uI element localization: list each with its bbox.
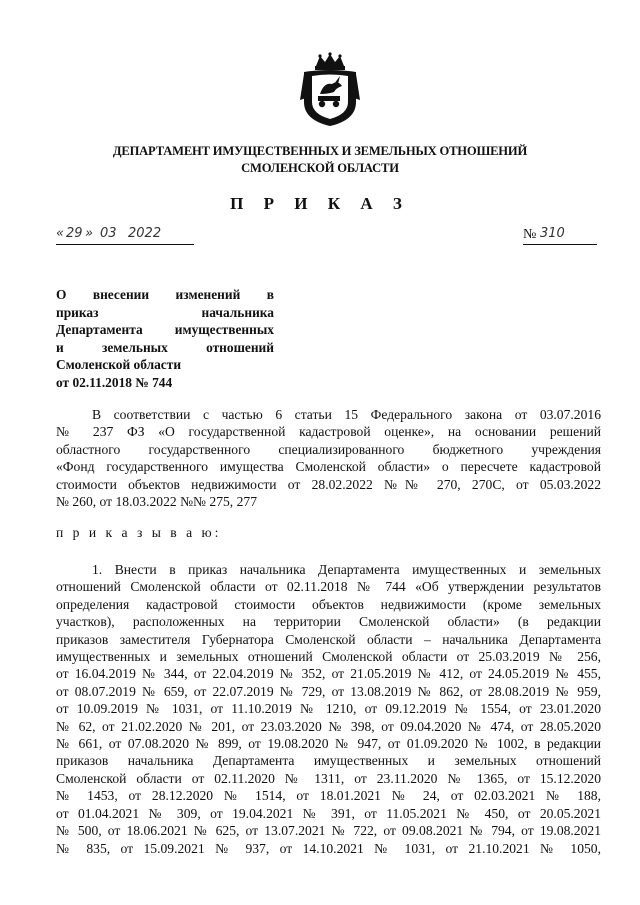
number-sign: №	[523, 227, 537, 242]
paragraph-line: от 16.04.2019 № 344, от 22.04.2019 № 352, от 21.05.2019 № 412, от 24.05.2019 № 455,	[56, 666, 601, 682]
date-year: 2022	[128, 226, 162, 241]
date-day: 29	[66, 226, 83, 241]
paragraph-line: В соответствии с частью 6 статьи 15 Федерального закона от 03.07.2016	[92, 407, 601, 422]
number-value: 310	[540, 226, 565, 241]
subject-line: Департамента имущественных	[56, 322, 274, 337]
order-subject	[56, 286, 274, 391]
order-word: п р и к а з ы в а ю:	[56, 525, 222, 540]
paragraph-line: Смоленской области от 02.11.2020 № 1311, от 23.11.2020 № 1365, от 15.12.2020	[56, 770, 601, 786]
paragraph-line: от 01.04.2021 № 309, от 19.04.2021 № 391, от 11.05.2021 № 450, от 20.05.2021	[56, 805, 601, 821]
item-1-paragraph	[56, 561, 601, 857]
document-type-title: П Р И К А З	[230, 194, 410, 213]
paragraph-line: стоимости объектов недвижимости от 28.02.2022 №№ 270, 270С, от 05.03.2022	[56, 476, 601, 492]
date-close-quote: »	[85, 226, 94, 241]
paragraph-line: от 08.07.2019 № 659, от 22.07.2019 № 729, от 13.08.2019 № 862, от 28.08.2019 № 959,	[56, 683, 601, 699]
paragraph-line: участков), расположенных на территории Смоленской области» (в редакции	[56, 614, 601, 630]
order-number	[523, 226, 597, 245]
paragraph-line: приказов начальника Департамента имущественных и земельных отношений	[56, 753, 601, 769]
paragraph-line: приказов заместителя Губернатора Смоленской области – начальника Департамента	[56, 631, 601, 647]
paragraph-line: № 661, от 07.08.2020 № 899, от 19.08.2020 № 947, от 01.09.2020 № 1002, в редакции	[56, 736, 601, 752]
paragraph-line: определения кадастровой стоимости объектов недвижимости (кроме земельных	[56, 596, 601, 612]
paragraph-line: областного государственного специализированного бюджетного учреждения	[56, 441, 601, 457]
order-date	[56, 226, 194, 245]
paragraph-line: 1. Внести в приказ начальника Департамента имущественных и земельных	[92, 562, 601, 577]
department-header	[0, 143, 640, 177]
department-name-line2: СМОЛЕНСКОЙ ОБЛАСТИ	[241, 161, 399, 175]
smolensk-coat-of-arms-icon	[298, 52, 362, 128]
paragraph-line: № 835, от 15.09.2021 № 937, от 14.10.2021 № 1031, от 21.10.2021 № 1050,	[56, 840, 601, 856]
date-open-quote: «	[56, 226, 65, 241]
subject-line: приказ начальника	[56, 304, 274, 320]
subject-line: и земельных отношений	[56, 339, 274, 355]
paragraph-line: отношений Смоленской области от 02.11.2018 № 744 «Об утверждении результатов	[56, 579, 601, 595]
paragraph-line: «Фонд государственного имущества Смоленской области» о пересчете кадастровой	[56, 459, 601, 475]
paragraph-line: № 500, от 18.06.2021 № 625, от 13.07.2021 № 722, от 09.08.2021 № 794, от 19.08.2021	[56, 823, 601, 839]
paragraph-line: № 237 ФЗ «О государственной кадастровой оценке», на основании решений	[56, 424, 601, 440]
preamble-paragraph	[56, 406, 601, 510]
paragraph-line: от 10.09.2019 № 1031, от 11.10.2019 № 1210, от 09.12.2019 № 1554, от 23.01.2020	[56, 701, 601, 717]
subject-line: Смоленской области	[56, 357, 182, 372]
paragraph-line: № 260, от 18.03.2022 №№ 275, 277	[56, 494, 257, 510]
paragraph-line: имущественных и земельных отношений Смоленской области от 25.03.2019 № 256,	[56, 649, 601, 665]
date-month: 03	[100, 226, 117, 241]
subject-line: О внесении изменений в	[56, 287, 274, 302]
paragraph-line: № 62, от 21.02.2020 № 201, от 23.03.2020 № 398, от 09.04.2020 № 474, от 28.05.2020	[56, 718, 601, 734]
paragraph-line: № 1453, от 28.12.2020 № 1514, от 18.01.2021 № 24, от 02.03.2021 № 188,	[56, 788, 601, 804]
department-name-line1: ДЕПАРТАМЕНТ ИМУЩЕСТВЕННЫХ И ЗЕМЕЛЬНЫХ ОТНОШЕНИЙ	[112, 144, 528, 158]
subject-line: от 02.11.2018 № 744	[56, 374, 173, 390]
